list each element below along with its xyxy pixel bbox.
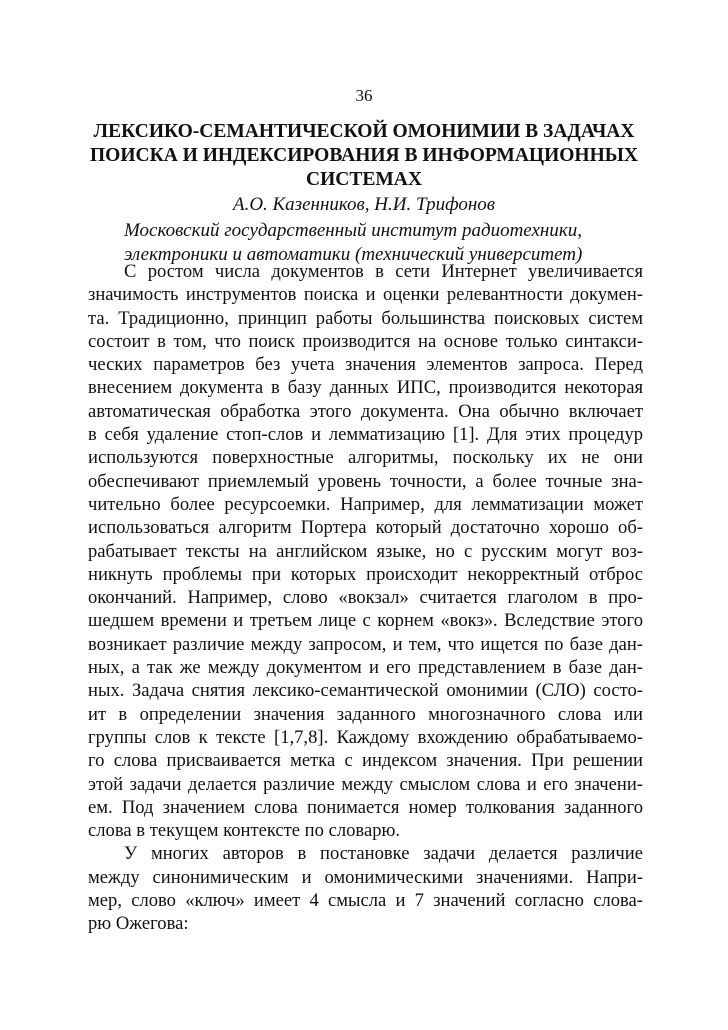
- title-line: ПОИСКА И ИНДЕКСИРОВАНИЯ В ИНФОРМАЦИОННЫХ: [90, 145, 638, 166]
- paragraph-line: та. Традиционно, принцип работы большинства поисковых систем: [88, 307, 643, 329]
- paragraph-line: рю Ожегова:: [88, 913, 189, 935]
- paragraph-line: го слова присваивается метка с индексом значения. При решении: [88, 750, 643, 772]
- paragraph-line: ных, а так же между документом и его представлением в базе дан-: [88, 657, 643, 679]
- paragraph-line: рабатывает тексты на английском языке, но с русским могут воз-: [88, 540, 643, 562]
- paragraph-line: ных. Задача снятия лексико-семантической омонимии (СЛО) состо-: [88, 680, 643, 702]
- paragraph-line: слова в текущем контексте по словарю.: [88, 820, 401, 842]
- paragraph-line: чительно более ресурсоемки. Например, для лемматизации может: [88, 493, 643, 515]
- paragraph-line: использоваться алгоритм Портера который достаточно хорошо об-: [88, 517, 643, 539]
- title-line: СИСТЕМАХ: [306, 169, 422, 190]
- paragraph-line: никнуть проблемы при которых происходит некорректный отброс: [88, 563, 643, 585]
- body-text: [88, 260, 643, 936]
- paragraph-line: состоит в том, что поиск производится на основе только синтакси-: [88, 330, 643, 352]
- paragraph-line: мер, слово «ключ» имеет 4 смысла и 7 значений согласно слова-: [88, 890, 643, 912]
- article-title: [70, 120, 658, 192]
- affiliation-line: электроники и автоматики (технический университет): [124, 244, 583, 265]
- title-line: ЛЕКСИКО-СЕМАНТИЧЕСКОЙ ОМОНИМИИ В ЗАДАЧАХ: [93, 121, 635, 142]
- paragraph-line: шедшем времени и третьем лице с корнем «вокз». Вследствие этого: [88, 610, 643, 632]
- paragraph-line: У многих авторов в постановке задачи делается различие: [124, 843, 643, 865]
- paragraph-line: автоматическая обработка этого документа. Она обычно включает: [88, 400, 643, 422]
- paragraph-line: внесением документа в базу данных ИПС, производится некоторая: [88, 377, 643, 399]
- authors: А.О. Казенников, Н.И. Трифонов: [232, 194, 495, 215]
- paragraph-line: окончаний. Например, слово «вокзал» считается глаголом в про-: [88, 587, 643, 609]
- paragraph-line: С ростом числа документов в сети Интернет увеличивается: [124, 261, 643, 282]
- paragraph-line: ем. Под значением слова понимается номер толкования заданного: [88, 796, 643, 818]
- paragraph-line: этой задачи делается различие между смыслом слова и его значени-: [88, 773, 643, 795]
- paragraph-line: значимость инструментов поиска и оценки релевантности докумен-: [88, 284, 643, 306]
- paragraph-line: в себя удаление стоп-слов и лемматизацию [1]. Для этих процедур: [88, 424, 643, 446]
- affiliation-line: Московский государственный институт радиотехники,: [124, 220, 582, 241]
- paragraph-line: ит в определении значения заданного многозначного слова или: [88, 703, 643, 725]
- page-number: 36: [355, 86, 373, 105]
- paragraph-line: между синонимическим и омонимическими значениями. Напри-: [88, 866, 643, 888]
- paragraph-line: группы слов к тексте [1,7,8]. Каждому вхождению обрабатываемо-: [88, 726, 643, 748]
- paragraph-line: возникает различие между запросом, и тем, что ищется по базе дан-: [88, 633, 643, 655]
- paragraph-line: обеспечивают приемлемый уровень точности, а более точные зна-: [88, 470, 643, 492]
- paragraph-line: используются поверхностные алгоритмы, поскольку их не они: [88, 447, 643, 469]
- paragraph-line: ческих параметров без учета значения элементов запроса. Перед: [88, 354, 643, 376]
